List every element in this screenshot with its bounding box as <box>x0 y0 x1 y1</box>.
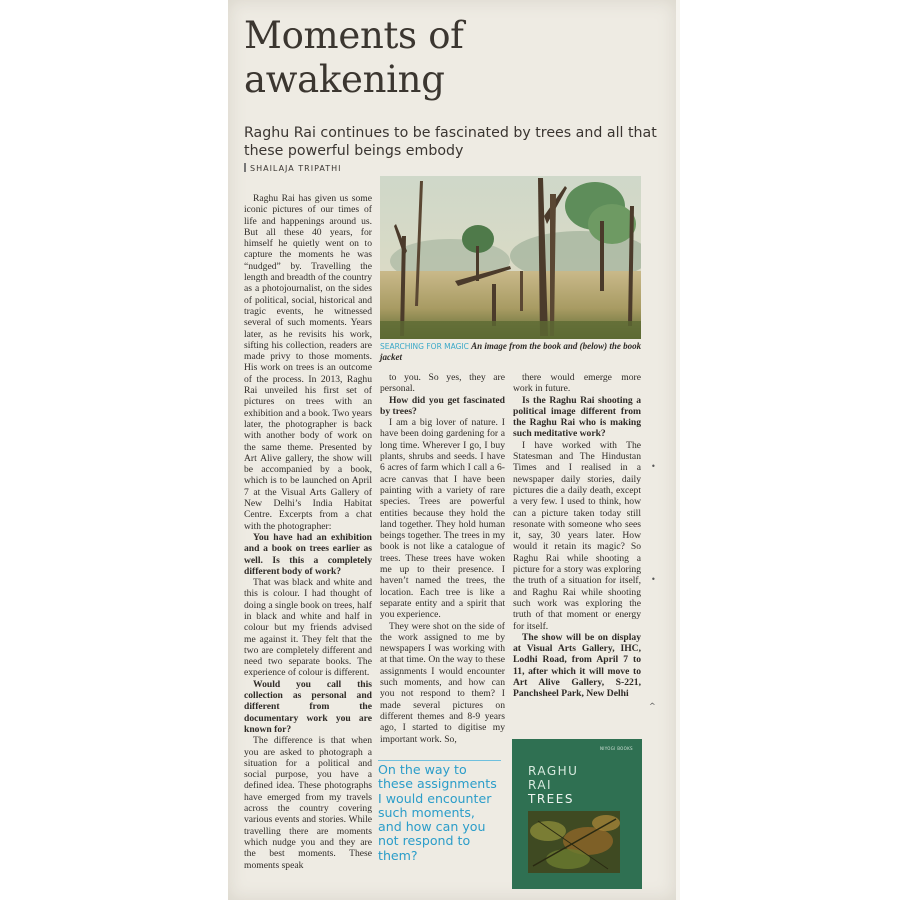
interview-question: Is the Raghu Rai shooting a political image different from the Raghu Rai who is making such meditative work? <box>513 394 641 440</box>
book-jacket <box>512 739 642 889</box>
article-column-2 <box>380 372 505 745</box>
caption-text: An image from the book and (below) the book jacket <box>380 341 642 362</box>
article-byline <box>244 163 342 173</box>
page-edge <box>676 0 680 900</box>
interview-question: How did you get fascinated by trees? <box>380 394 505 417</box>
margin-mark: ^ <box>649 702 656 711</box>
margin-mark: • <box>651 462 656 471</box>
column-paragraph: I have worked with The Statesman and The Hindustan Times and I realised in a newspaper daily stories, daily pictures die a daily death, except a very few. I used to think, how can a picture taken today still resonate with someone who sees it, say, 30 years later. How would it retain its magic? So Raghu Rai while shooting a picture for a story was exploring the truth of a situation for itself, and Raghu Rai while shooting such work was exploring the truth of that moment or energy for itself. <box>513 439 641 632</box>
column-paragraph: there would emerge more work in future. <box>513 372 641 395</box>
byline-author: SHAILAJA TRIPATHI <box>250 164 342 173</box>
column-paragraph: The difference is that when you are asked to photograph a situation for a political and social purpose, you have a defined idea. These photographs have emerged from my travels across the country covering various events and stories. While travelling there are moments which nudge you and they are the best moments. These moments speak <box>244 735 372 871</box>
book-title-line: RAGHU <box>528 764 579 778</box>
column-paragraph: That was black and white and this is colour. I had thought of doing a single book on trees, half in black and white and half in colour but my friends advised me against it. They felt that the two are completely different and need two separate books. The experience of colour is different. <box>244 577 372 679</box>
column-paragraph: to you. So yes, they are personal. <box>380 372 505 395</box>
leaves-image <box>528 811 620 873</box>
book-title-line: TREES <box>528 792 574 806</box>
tree-landscape-image <box>380 176 641 339</box>
column-paragraph: Raghu Rai has given us some iconic pictures of our times of life and happenings around us. But all these 40 years, for himself he quietly went on to capture the moments he was “nudged” by. Travelling the length and breadth of the country as a photojournalist, on the sides of political, social, historical and tragic events, he witnessed several of such moments. Years later, as he revisits his work, sifting his collection, readers are made privy to those moments. His work on trees is an outcome of the process. In 2013, Raghu Rai unveiled his first set of pictures on trees with an exhibition and a book. Two years later, the photographer is back with another body of work on the same theme. Presented by Art Alive gallery, the show will be accompanied by a book, which is to be launched on April 7 at the Visual Arts Gallery of New Delhi’s India Habitat Centre. Excerpts from a chat with the photographer: <box>244 193 372 532</box>
article-headline: Moments of awakening <box>244 14 464 101</box>
column-paragraph: I am a big lover of nature. I have been doing gardening for a long time. Wherever I go, I buy plants, shrubs and seeds. I have 6 acres of farm which I call a 6-acre canvas that I have been painting with a variety of rare species. Trees are powerful entities because they hold the land together. They hold human beings together. The trees in my book is not like a catalogue of trees. These trees have woken me up to their presence. I haven’t named the trees, the location. Each tree is like a separate entity and a spirit that you experience. <box>380 417 505 621</box>
pull-quote: On the way to these assignments I would encounter such moments, and how can you not respond to them? <box>378 760 501 863</box>
book-cover-image <box>528 811 620 873</box>
show-details: The show will be on display at Visual Arts Gallery, IHC, Lodhi Road, from April 7 to 11, after which it will move to Art Alive Gallery, S-221, Panchsheel Park, New Delhi <box>513 631 641 700</box>
article-standfirst: Raghu Rai continues to be fascinated by trees and all that these powerful beings embody <box>244 125 657 159</box>
interview-question: Would you call this collection as personal and different from the documentary work you are known for? <box>244 678 372 735</box>
caption-kicker: SEARCHING FOR MAGIC <box>380 342 469 351</box>
book-publisher: NIYOGI BOOKS <box>600 746 633 751</box>
photo-caption <box>380 341 643 363</box>
margin-mark: • <box>651 575 656 584</box>
interview-question: You have had an exhibition and a book on trees earlier as well. Is this a completely different body of work? <box>244 531 372 577</box>
column-paragraph: They were shot on the side of the work assigned to me by newspapers I was working with at that time. On the way to these assignments I would encounter such moments, and how can you not respond to them? I made several pictures on different themes and 8-9 years ago, I started to digitise my important work. So, <box>380 620 505 745</box>
article-column-1 <box>244 193 372 871</box>
byline-rule <box>244 163 246 172</box>
article-photo <box>380 176 641 339</box>
article-column-3 <box>513 372 641 700</box>
book-title-line: RAI <box>528 778 553 792</box>
